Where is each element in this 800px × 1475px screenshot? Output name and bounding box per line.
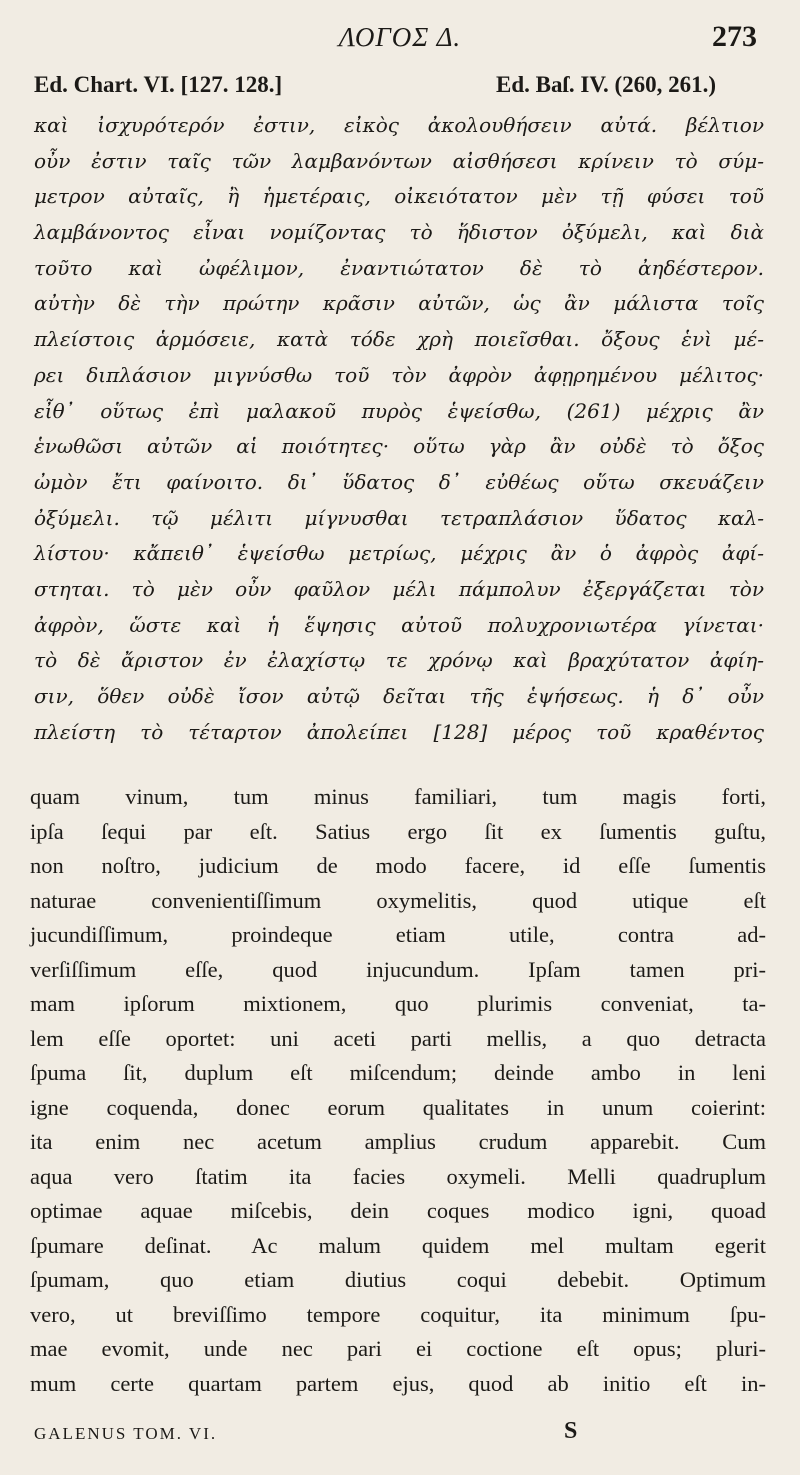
greek-line: πλείστοις ἁρμόσειε, κατὰ τόδε χρὴ ποιεῖσθαι. ὄξους ἑνὶ μέ- — [34, 327, 764, 352]
latin-line: quam vinum, tum minus familiari, tum magis forti, — [30, 784, 766, 809]
latin-line: ſpumam, quo etiam diutius coqui debebit. Optimum — [30, 1267, 766, 1292]
greek-line: αὐτὴν δὲ τὴν πρώτην κρᾶσιν αὐτῶν, ὡς ἂν μάλιστα τοῖς — [34, 291, 764, 316]
latin-line: naturae convenientiſſimum oxymelitis, quod utique eſt — [30, 887, 766, 913]
signature-mark: S — [564, 1418, 578, 1444]
greek-line: οὖν ἐστιν ταῖς τῶν λαμβανόντων αἰσθήσεσι κρίνειν τὸ σύμ- — [34, 148, 764, 173]
greek-line: πλείστη τὸ τέταρτον ἀπολείπει [128] μέρος τοῦ κραθέντος — [34, 719, 764, 744]
volume-footer: GALENUS TOM. VI. — [34, 1424, 218, 1443]
latin-line: optimae aquae miſcebis, dein coques modico igni, quoad — [30, 1198, 766, 1223]
latin-line: ſpuma ſit, duplum eſt miſcendum; deinde ambo in leni — [30, 1060, 766, 1085]
greek-line: μετρον αὐταῖς, ἢ ἡμετέραις, οἰκειότατον μὲν τῇ φύσει τοῦ — [34, 184, 764, 209]
latin-line: verſiſſimum eſſe, quod injucundum. Ipſam tamen pri- — [30, 956, 766, 982]
greek-line: ἀφρὸν, ὥστε καὶ ἡ ἕψησις αὐτοῦ πολυχρονιωτέρα γίνεται· — [34, 612, 764, 637]
latin-line: vero, ut breviſſimo tempore coquitur, ita minimum ſpu- — [30, 1301, 766, 1327]
latin-line: mam ipſorum mixtionem, quo plurimis conveniat, ta- — [30, 991, 766, 1016]
greek-line: στηται. τὸ μὲν οὖν φαῦλον μέλι πάμπολυν ἐξεργάζεται τὸν — [34, 576, 764, 601]
greek-line: εἶθ᾽ οὕτως ἐπὶ μαλακοῦ πυρὸς ἑψείσθω, (261) μέχρις ἂν — [34, 398, 764, 423]
greek-text-block — [34, 108, 764, 750]
latin-line: ipſa ſequi par eſt. Satius ergo ſit ex ſumentis guſtu, — [30, 818, 766, 844]
greek-line: ὀξύμελι. τῷ μέλιτι μίγνυσθαι τετραπλάσιον ὕδατος καλ- — [34, 505, 764, 530]
latin-line: ita enim nec acetum amplius crudum apparebit. Cum — [30, 1129, 766, 1154]
latin-line: jucundiſſimum, proindeque etiam utile, contra ad- — [30, 922, 766, 947]
latin-text-block — [30, 780, 766, 1401]
running-title: ΛΟΓΟΣ Δ. — [338, 22, 462, 52]
latin-line: non noſtro, judicium de modo facere, id eſſe ſumentis — [30, 853, 766, 878]
greek-line: λίστου· κἄπειθ᾽ ἑψείσθω μετρίως, μέχρις ἂν ὁ ἀφρὸς ἀφί- — [34, 541, 764, 566]
greek-line: σιν, ὅθεν οὐδὲ ἴσον αὐτῷ δεῖται τῆς ἑψήσεως. ἡ δ᾽ οὖν — [34, 684, 764, 708]
greek-line: ἑνωθῶσι αὐτῶν αἱ ποιότητες· οὕτω γὰρ ἂν οὐδὲ τὸ ὄξος — [34, 434, 764, 459]
edition-reference-right: Ed. Baſ. IV. (260, 261.) — [496, 72, 717, 97]
greek-line: λαμβάνοντος εἶναι νομίζοντας τὸ ἥδιστον ὀξύμελι, καὶ διὰ — [34, 220, 764, 245]
latin-line: mum certe quartam partem ejus, quod ab initio eſt in- — [30, 1370, 766, 1396]
greek-line: τὸ δὲ ἄριστον ἐν ἐλαχίστῳ τε χρόνῳ καὶ βραχύτατον ἀφίη- — [34, 648, 764, 673]
greek-line: καὶ ἰσχυρότερόν ἐστιν, εἰκὸς ἀκολουθήσειν αὐτά. βέλτιον — [34, 113, 764, 137]
greek-line: τοῦτο καὶ ὠφέλιμον, ἐναντιώτατον δὲ τὸ ἀηδέστερον. — [34, 255, 764, 280]
edition-reference-left: Ed. Chart. VI. [127. 128.] — [34, 72, 283, 97]
latin-line: aqua vero ſtatim ita facies oxymeli. Melli quadruplum — [30, 1163, 766, 1189]
greek-line: ρει διπλάσιον μιγνύσθω τοῦ τὸν ἀφρὸν ἀφῃρημένου μέλιτος· — [34, 362, 764, 387]
greek-line: ὠμὸν ἔτι φαίνοιτο. δι᾽ ὕδατος δ᾽ εὐθέως οὕτω σκευάζειν — [34, 469, 764, 494]
latin-line: igne coquenda, donec eorum qualitates in unum coierint: — [30, 1094, 766, 1120]
page-number: 273 — [712, 20, 757, 53]
latin-line: mae evomit, unde nec pari ei coctione eſt opus; pluri- — [30, 1336, 766, 1361]
latin-line: lem eſſe oportet: uni aceti parti mellis, a quo detracta — [30, 1025, 766, 1051]
latin-line: ſpumare deſinat. Ac malum quidem mel multam egerit — [30, 1232, 766, 1258]
